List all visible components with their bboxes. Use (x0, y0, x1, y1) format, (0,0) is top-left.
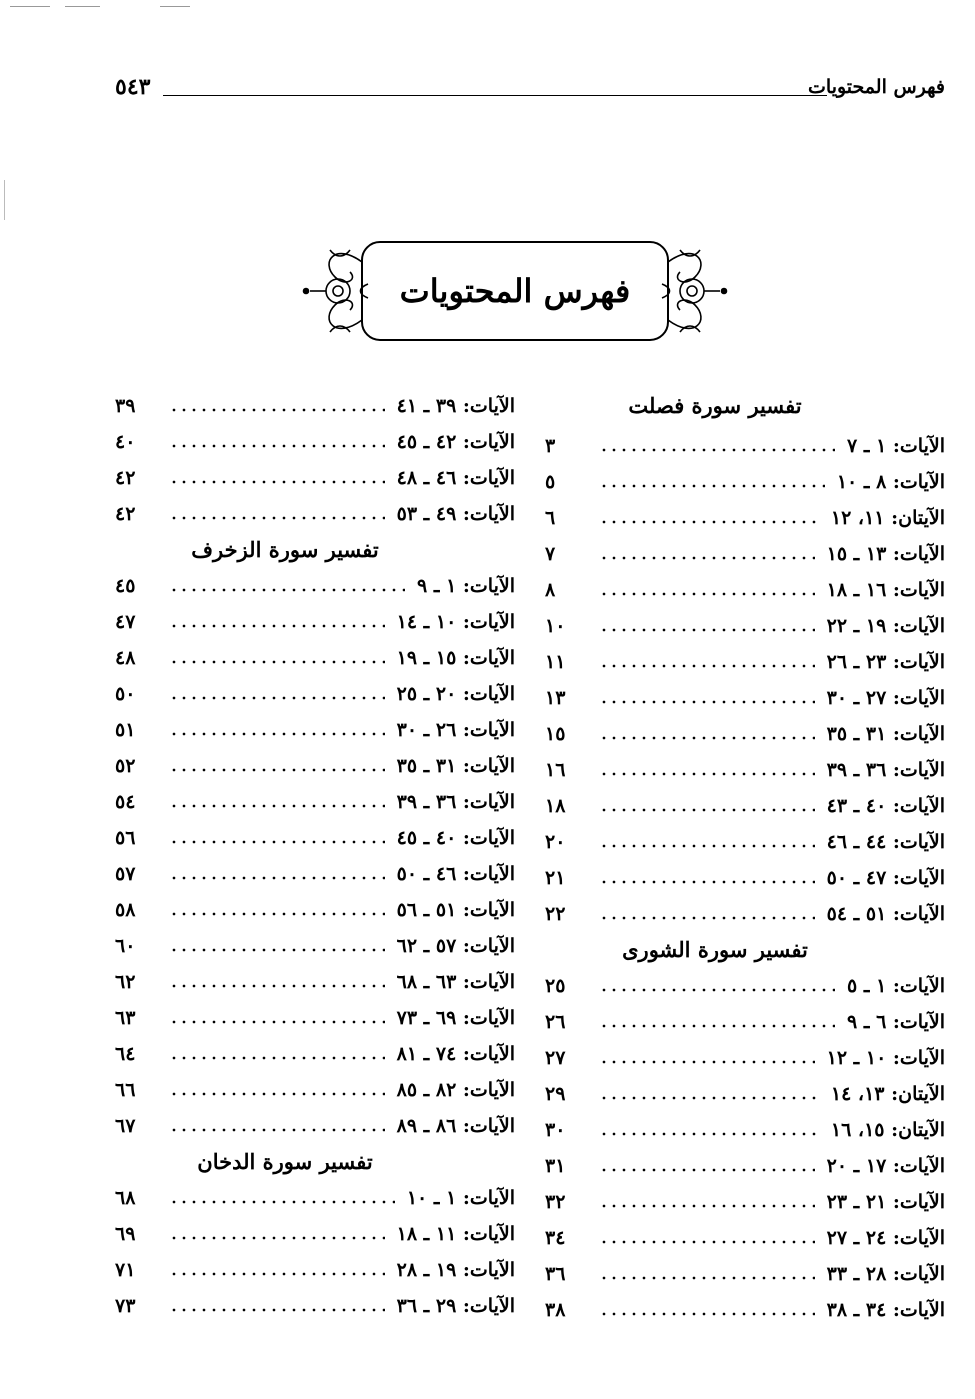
dot-leader (599, 1167, 815, 1173)
dot-leader (599, 987, 835, 993)
entry-label: الآيات: ٢١ ـ ٢٣ (826, 1191, 945, 1213)
entry-label: الآيات: ٤٦ ـ ٥٠ (396, 863, 515, 885)
dot-leader (599, 555, 815, 561)
dot-leader (169, 1127, 385, 1133)
entry-page-number: ١٣ (545, 687, 566, 709)
toc-entry (115, 1072, 515, 1108)
toc-entry (115, 460, 515, 496)
dot-leader (599, 1311, 815, 1317)
dot-leader (169, 731, 385, 737)
toc-column-right (545, 388, 945, 1328)
dot-leader (599, 879, 815, 885)
entry-label: الآيات: ٥٧ ـ ٦٢ (396, 935, 515, 957)
toc-entry (115, 856, 515, 892)
dot-leader (169, 839, 385, 845)
entry-page-number: ٥٤ (115, 791, 136, 813)
page-header (115, 76, 945, 106)
entry-label: الآيات: ٤٤ ـ ٤٦ (826, 831, 945, 853)
entry-page-number: ٣٨ (545, 1299, 566, 1321)
entry-page-number: ٧ (545, 543, 556, 565)
dot-leader (599, 1131, 819, 1137)
entry-page-number: ١١ (545, 651, 566, 673)
title-banner (300, 232, 730, 350)
entry-label: الآيات: ١٣ ـ ١٥ (826, 543, 945, 565)
toc-entry (545, 860, 945, 896)
toc-entry (545, 788, 945, 824)
dot-leader (599, 735, 815, 741)
toc-entry (115, 712, 515, 748)
entry-page-number: ٤٧ (115, 611, 136, 633)
entry-label: الآيات: ٤٢ ـ ٤٥ (396, 431, 515, 453)
toc-entry (545, 1184, 945, 1220)
entry-label: الآيات: ٥١ ـ ٥٦ (396, 899, 515, 921)
entry-page-number: ٢٩ (545, 1083, 566, 1105)
entry-page-number: ٦٧ (115, 1115, 136, 1137)
dot-leader (169, 767, 385, 773)
entry-label: الآيات: ١٩ ـ ٢٨ (396, 1259, 515, 1281)
entry-label: الآيات: ٢٦ ـ ٣٠ (396, 719, 515, 741)
entry-page-number: ٦٦ (115, 1079, 136, 1101)
toc-entry (115, 388, 515, 424)
entry-label: الآيات: ١ ـ ٧ (847, 435, 945, 457)
toc-entry (545, 896, 945, 932)
dot-leader (169, 1235, 385, 1241)
toc-entry (115, 1180, 515, 1216)
dot-leader (169, 407, 385, 413)
dot-leader (169, 1307, 385, 1313)
entry-label: الآيات: ٢٧ ـ ٣٠ (826, 687, 945, 709)
toc-entry (115, 784, 515, 820)
entry-label: الآيات: ٤٧ ـ ٥٠ (826, 867, 945, 889)
entry-page-number: ٣٢ (545, 1191, 566, 1213)
entry-label: الآيات: ٣١ ـ ٣٥ (826, 723, 945, 745)
entry-page-number: ٢٠ (545, 831, 566, 853)
entry-page-number: ١٦ (545, 759, 566, 781)
ornament-right (662, 250, 727, 332)
entry-page-number: ٥١ (115, 719, 136, 741)
header-rule (163, 95, 827, 96)
dot-leader (169, 875, 385, 881)
dot-leader (599, 1203, 815, 1209)
entry-label: الآيات: ٣٦ ـ ٣٩ (396, 791, 515, 813)
dot-leader (169, 983, 385, 989)
section-title: تفسير سورة الشورى (622, 937, 808, 962)
dot-leader (599, 627, 815, 633)
toc-entry (545, 644, 945, 680)
entry-label: الآيات: ٦٣ ـ ٦٨ (396, 971, 515, 993)
entry-page-number: ٦٢ (115, 971, 136, 993)
entry-page-number: ٢١ (545, 867, 566, 889)
entry-page-number: ١٥ (545, 723, 566, 745)
entry-label: الآيات: ٨٦ ـ ٨٩ (396, 1115, 515, 1137)
entry-label: الآيات: ٧٤ ـ ٨١ (396, 1043, 515, 1065)
entry-page-number: ٢٥ (545, 975, 566, 997)
toc-entry (545, 1004, 945, 1040)
toc-entry (545, 968, 945, 1004)
entry-label: الآيات: ٨٢ ـ ٨٥ (396, 1079, 515, 1101)
toc-entry (545, 1292, 945, 1328)
section-title: تفسير سورة الدخان (197, 1149, 373, 1174)
dot-leader (599, 1239, 815, 1245)
entry-label: الآيات: ٣٩ ـ ٤١ (396, 395, 515, 417)
dot-leader (169, 1271, 385, 1277)
entry-page-number: ٣٤ (545, 1227, 566, 1249)
toc-entry (545, 1148, 945, 1184)
entry-label: الآيات: ١ ـ ٩ (417, 575, 515, 597)
entry-page-number: ٨ (545, 579, 556, 601)
entry-page-number: ٦٤ (115, 1043, 136, 1065)
entry-page-number: ٢٢ (545, 903, 566, 925)
dot-leader (599, 843, 815, 849)
entry-label: الآيات: ٣٤ ـ ٣٨ (826, 1299, 945, 1321)
toc-entry (115, 964, 515, 1000)
dot-leader (599, 1275, 815, 1281)
dot-leader (599, 483, 825, 489)
entry-page-number: ٤٢ (115, 503, 136, 525)
dot-leader (599, 1059, 815, 1065)
entry-label: الآيات: ١٠ ـ ١٢ (826, 1047, 945, 1069)
entry-label: الآيات: ٣١ ـ ٣٥ (396, 755, 515, 777)
entry-page-number: ٧١ (115, 1259, 136, 1281)
toc-entry (545, 428, 945, 464)
entry-label: الآيات: ٣٦ ـ ٣٩ (826, 759, 945, 781)
entry-page-number: ٧٣ (115, 1295, 136, 1317)
dot-leader (169, 587, 405, 593)
toc-entry (115, 604, 515, 640)
toc-entry (115, 1000, 515, 1036)
dot-leader (599, 519, 819, 525)
entry-label: الآيات: ٤٩ ـ ٥٣ (396, 503, 515, 525)
entry-label: الآيتان: ١٥، ١٦ (830, 1119, 945, 1141)
entry-label: الآيات: ٦ ـ ٩ (847, 1011, 945, 1033)
scan-edge-marks (10, 6, 190, 8)
toc-entry (545, 680, 945, 716)
toc-entry (115, 928, 515, 964)
entry-label: الآيات: ٢٨ ـ ٣٣ (826, 1263, 945, 1285)
entry-page-number: ٥٠ (115, 683, 136, 705)
toc-entry (545, 536, 945, 572)
toc-column-left (115, 388, 515, 1324)
dot-leader (169, 695, 385, 701)
dot-leader (169, 1055, 385, 1061)
entry-label: الآيات: ٢٠ ـ ٢٥ (396, 683, 515, 705)
entry-page-number: ٥٧ (115, 863, 136, 885)
entry-page-number: ٥ (545, 471, 556, 493)
entry-page-number: ٣ (545, 435, 556, 457)
toc-entry (115, 496, 515, 532)
entry-label: الآيات: ٢٤ ـ ٢٧ (826, 1227, 945, 1249)
toc-entry (115, 424, 515, 460)
entry-label: الآيات: ١٦ ـ ١٨ (826, 579, 945, 601)
entry-page-number: ٥٢ (115, 755, 136, 777)
entry-page-number: ٦٩ (115, 1223, 136, 1245)
entry-page-number: ١٠ (545, 615, 566, 637)
dot-leader (169, 803, 385, 809)
entry-label: الآيات: ٤٠ ـ ٤٣ (826, 795, 945, 817)
entry-label: الآيات: ١٥ ـ ١٩ (396, 647, 515, 669)
dot-leader (599, 663, 815, 669)
dot-leader (599, 1023, 835, 1029)
dot-leader (169, 1091, 385, 1097)
running-title: فهرس المحتويات (808, 76, 945, 98)
toc-entry (545, 464, 945, 500)
entry-page-number: ٥٦ (115, 827, 136, 849)
toc-entry (545, 572, 945, 608)
toc-entry (545, 752, 945, 788)
toc-entry (115, 1108, 515, 1144)
entry-label: الآيات: ٥١ ـ ٥٤ (826, 903, 945, 925)
entry-label: الآيات: ١٧ ـ ٢٠ (826, 1155, 945, 1177)
entry-label: الآيتان: ١٣، ١٤ (830, 1083, 945, 1105)
toc-entry (545, 1112, 945, 1148)
entry-page-number: ٤٢ (115, 467, 136, 489)
toc-entry (545, 824, 945, 860)
dot-leader (169, 947, 385, 953)
entry-page-number: ١٨ (545, 795, 566, 817)
toc-entry (545, 1220, 945, 1256)
entry-page-number: ٦٨ (115, 1187, 136, 1209)
toc-entry (115, 640, 515, 676)
dot-leader (169, 479, 385, 485)
ornament-left (304, 250, 369, 332)
dot-leader (169, 1199, 395, 1205)
dot-leader (169, 623, 385, 629)
dot-leader (599, 447, 835, 453)
entry-page-number: ٢٦ (545, 1011, 566, 1033)
page-number: ٥٤٣ (115, 74, 151, 100)
toc-entry (545, 1256, 945, 1292)
dot-leader (169, 1019, 385, 1025)
dot-leader (599, 699, 815, 705)
entry-page-number: ٢٧ (545, 1047, 566, 1069)
toc-entry (545, 716, 945, 752)
entry-page-number: ٣٠ (545, 1119, 566, 1141)
dot-leader (599, 807, 815, 813)
entry-label: الآيات: ٤٦ ـ ٤٨ (396, 467, 515, 489)
entry-label: الآيات: ١ ـ ٥ (847, 975, 945, 997)
dot-leader (599, 771, 815, 777)
dot-leader (169, 659, 385, 665)
entry-label: الآيات: ٢٣ ـ ٢٦ (826, 651, 945, 673)
dot-leader (169, 443, 385, 449)
toc-entry (115, 1288, 515, 1324)
toc-entry (115, 1252, 515, 1288)
entry-page-number: ٤٥ (115, 575, 136, 597)
entry-label: الآيات: ٦٩ ـ ٧٣ (396, 1007, 515, 1029)
entry-page-number: ٣١ (545, 1155, 566, 1177)
dot-leader (599, 591, 815, 597)
entry-label: الآيات: ١١ ـ ١٨ (396, 1223, 515, 1245)
dot-leader (169, 911, 385, 917)
entry-page-number: ٥٨ (115, 899, 136, 921)
entry-page-number: ٣٩ (115, 395, 136, 417)
entry-page-number: ٦ (545, 507, 556, 529)
scan-side-mark (4, 180, 5, 220)
entry-page-number: ٦٠ (115, 935, 136, 957)
entry-label: الآيات: ٨ ـ ١٠ (836, 471, 945, 493)
toc-entry (545, 1076, 945, 1112)
dot-leader (169, 515, 385, 521)
dot-leader (599, 1095, 819, 1101)
entry-label: الآيات: ١٠ ـ ١٤ (396, 611, 515, 633)
entry-page-number: ٦٣ (115, 1007, 136, 1029)
page-title: فهرس المحتويات (399, 272, 631, 310)
toc-entry (115, 748, 515, 784)
toc-entry (115, 820, 515, 856)
entry-label: الآيات: ١٩ ـ ٢٢ (826, 615, 945, 637)
entry-label: الآيتان: ١١، ١٢ (830, 507, 945, 529)
toc-entry (115, 568, 515, 604)
toc-entry (115, 1216, 515, 1252)
toc-entry (115, 892, 515, 928)
entry-page-number: ٣٦ (545, 1263, 566, 1285)
toc-entry (545, 1040, 945, 1076)
toc-entry (115, 1036, 515, 1072)
entry-page-number: ٤٨ (115, 647, 136, 669)
entry-label: الآيات: ٢٩ ـ ٣٦ (396, 1295, 515, 1317)
entry-label: الآيات: ١ ـ ١٠ (406, 1187, 515, 1209)
toc-entry (545, 500, 945, 536)
toc-entry (545, 608, 945, 644)
section-title: تفسير سورة الزخرف (191, 537, 379, 562)
section-title: تفسير سورة فصلت (628, 393, 802, 418)
toc-entry (115, 676, 515, 712)
dot-leader (599, 915, 815, 921)
entry-label: الآيات: ٤٠ ـ ٤٥ (396, 827, 515, 849)
entry-page-number: ٤٠ (115, 431, 136, 453)
